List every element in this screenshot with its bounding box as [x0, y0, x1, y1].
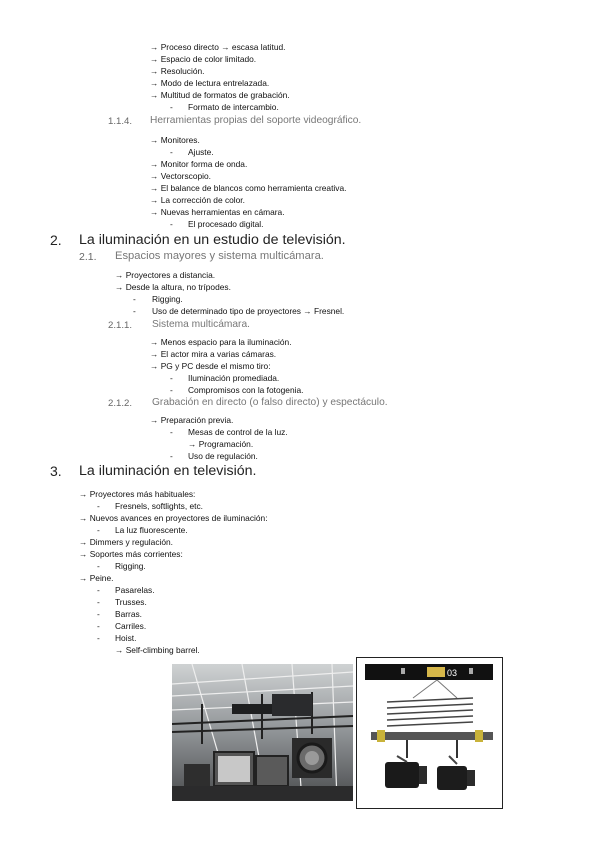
- list-item: → Espacio de color limitado.: [150, 54, 257, 64]
- bullet-dash: -: [170, 373, 173, 383]
- list-item: → Proyectores a distancia.: [115, 270, 216, 280]
- list-item: Uso de regulación.: [188, 451, 258, 461]
- list-item: Barras.: [115, 609, 142, 619]
- list-item: Compromisos con la fotogenia.: [188, 385, 304, 395]
- list-item: Hoist.: [115, 633, 137, 643]
- list-item: → Monitor forma de onda.: [150, 159, 248, 169]
- list-item: → Nuevas herramientas en cámara.: [150, 207, 285, 217]
- list-item: Formato de intercambio.: [188, 102, 279, 112]
- bullet-dash: -: [170, 385, 173, 395]
- bullet-dash: -: [97, 585, 100, 595]
- bullet-dash: -: [133, 306, 136, 316]
- bullet-dash: -: [133, 294, 136, 304]
- list-item: → Multitud de formatos de grabación.: [150, 90, 290, 100]
- bullet-dash: -: [97, 621, 100, 631]
- list-item: → Soportes más corrientes:: [79, 549, 183, 559]
- list-item: → Proyectores más habituales:: [79, 489, 196, 499]
- list-item: Uso de determinado tipo de proyectores → Fresnel.: [152, 306, 345, 316]
- list-item: → PG y PC desde el mismo tiro:: [150, 361, 271, 371]
- bullet-dash: -: [97, 561, 100, 571]
- list-item: → Proceso directo → escasa latitud.: [150, 42, 286, 52]
- self-climbing-barrel-photo: [356, 657, 503, 809]
- list-item: → Modo de lectura entrelazada.: [150, 78, 270, 88]
- bullet-dash: -: [97, 609, 100, 619]
- list-item: Mesas de control de la luz.: [188, 427, 288, 437]
- list-item: → Nuevos avances en proyectores de iluminación:: [79, 513, 268, 523]
- list-item: Ajuste.: [188, 147, 214, 157]
- heading-2: La iluminación en un estudio de televisión.: [79, 232, 346, 248]
- heading-number: 2.1.: [79, 251, 97, 263]
- list-item: Trusses.: [115, 597, 147, 607]
- heading-2-1: Espacios mayores y sistema multicámara.: [115, 250, 324, 262]
- heading-2-1-2: Grabación en directo (o falso directo) y espectáculo.: [152, 397, 388, 408]
- heading-3: La iluminación en televisión.: [79, 463, 257, 479]
- list-item: → Preparación previa.: [150, 415, 234, 425]
- heading-number: 1.1.4.: [108, 116, 133, 127]
- list-item: → Self-climbing barrel.: [115, 645, 200, 655]
- list-item: → Dimmers y regulación.: [79, 537, 174, 547]
- list-item: Iluminación promediada.: [188, 373, 280, 383]
- heading-number: 2.1.2.: [108, 398, 133, 409]
- list-item: → Peine.: [79, 573, 114, 583]
- list-item: Carriles.: [115, 621, 147, 631]
- list-item: → El balance de blancos como herramienta creativa.: [150, 183, 347, 193]
- heading-1-1-4: Herramientas propias del soporte videográfico.: [150, 115, 362, 126]
- lighting-grid-photo: [172, 664, 353, 801]
- heading-2-1-1: Sistema multicámara.: [152, 319, 250, 330]
- list-item: Rigging.: [115, 561, 146, 571]
- heading-number: 3.: [50, 463, 62, 479]
- bullet-dash: -: [170, 147, 173, 157]
- bullet-dash: -: [97, 501, 100, 511]
- barrel-illustration: [357, 658, 502, 808]
- list-item: → Programación.: [188, 439, 254, 449]
- list-item: La luz fluorescente.: [115, 525, 188, 535]
- bullet-dash: -: [170, 219, 173, 229]
- list-item: → Vectorscopio.: [150, 171, 211, 181]
- barrel-display-text: 03: [447, 668, 458, 678]
- bullet-dash: -: [97, 525, 100, 535]
- list-item: → El actor mira a varias cámaras.: [150, 349, 277, 359]
- list-item: → Menos espacio para la iluminación.: [150, 337, 292, 347]
- list-item: → Desde la altura, no trípodes.: [115, 282, 231, 292]
- heading-number: 2.: [50, 232, 62, 248]
- bullet-dash: -: [170, 102, 173, 112]
- bullet-dash: -: [170, 427, 173, 437]
- list-item: → La corrección de color.: [150, 195, 245, 205]
- bullet-dash: -: [170, 451, 173, 461]
- list-item: → Monitores.: [150, 135, 200, 145]
- list-item: Fresnels, softlights, etc.: [115, 501, 203, 511]
- heading-number: 2.1.1.: [108, 320, 133, 331]
- list-item: → Resolución.: [150, 66, 205, 76]
- lighting-grid-illustration: [172, 664, 353, 801]
- list-item: Rigging.: [152, 294, 183, 304]
- list-item: Pasarelas.: [115, 585, 155, 595]
- list-item: El procesado digital.: [188, 219, 264, 229]
- bullet-dash: -: [97, 633, 100, 643]
- bullet-dash: -: [97, 597, 100, 607]
